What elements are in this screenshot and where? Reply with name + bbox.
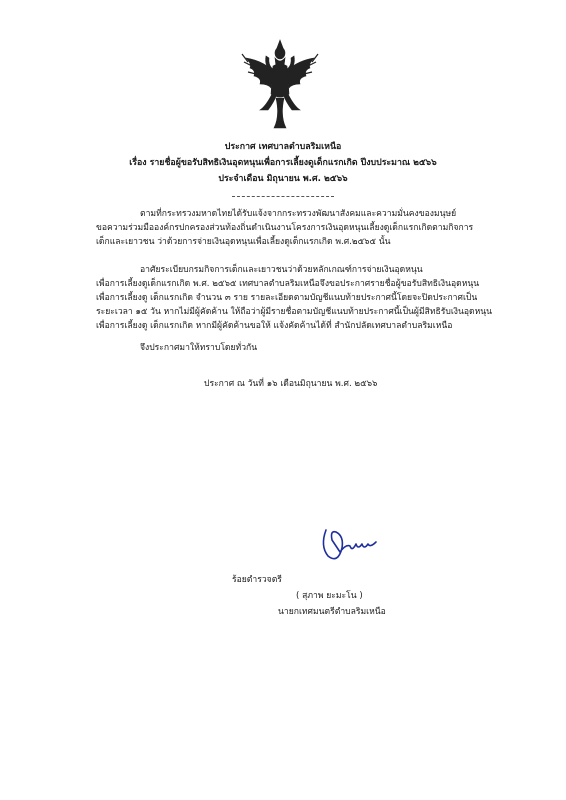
signer-name: ( สุภาพ ยะมะโน ) [296,591,363,601]
paragraph2-line4: ระยะเวลา ๑๕ วัน หากไม่มีผู้คัดค้าน ให้ถือว่าผู้มีรายชื่อตามบัญชีแนบท้ายประกาศนี้เป็นผู้มีสิทธิรับเงินอุดหนุน [96,307,493,317]
paragraph2-line5: เพื่อการเลี้ยงดู เด็กแรกเกิด หากมีผู้คัดค้านขอให้ แจ้งคัดค้านได้ที่ สำนักปลัดเทศบาลตำบลริมเหนือ [96,321,453,331]
signature-icon [318,522,380,566]
announcement-month: ประจำเดือน มิถุนายน พ.ศ. ๒๕๖๖ [218,174,348,184]
garuda-emblem-icon [238,36,322,132]
paragraph2-line1: อาศัยระเบียบกรมกิจการเด็กและเยาวชนว่าด้วยหลักเกณฑ์การจ่ายเงินอุดหนุน [140,265,423,275]
announcement-date: ประกาศ ณ วันที่ ๑๖ เดือนมิถุนายน พ.ศ. ๒๕๖๖ [204,379,378,389]
title-divider [232,196,334,197]
paragraph1-line3: เด็กและเยาวชน ว่าด้วยการจ่ายเงินอุดหนุนเพื่อเลี้ยงดูเด็กแรกเกิด พ.ศ.๒๕๖๕ นั้น [96,237,391,247]
announcement-title-line1: ประกาศ เทศบาลตำบลริมเหนือ [224,142,342,152]
closing-statement: จึงประกาศมาให้ทราบโดยทั่วกัน [140,343,258,353]
signer-rank: ร้อยตำรวจตรี [232,575,282,585]
paragraph1-line2: ขอความร่วมมือองค์กรปกครองส่วนท้องถิ่นดำเนินงานโครงการเงินอุดหนุนเลี้ยงดูเด็กแรกเกิดตามกิจการ [96,223,474,233]
signer-position: นายกเทศมนตรีตำบลริมเหนือ [278,607,386,617]
paragraph1-line1: ตามที่กระทรวงมหาดไทยได้รับแจ้งจากกระทรวงพัฒนาสังคมและความมั่นคงของมนุษย์ [140,209,457,219]
paragraph2-line2: เพื่อการเลี้ยงดูเด็กแรกเกิด พ.ศ. ๒๕๖๕ เทศบาลตำบลริมเหนือจึงขอประกาศรายชื่อผู้ขอรับสิทธิเงินอุดหนุน [96,279,480,289]
announcement-subject: เรื่อง รายชื่อผู้ขอรับสิทธิเงินอุดหนุนเพื่อการเลี้ยงดูเด็กแรกเกิด ปีงบประมาณ ๒๕๖๖ [129,158,437,168]
paragraph2-line3: เพื่อการเลี้ยงดู เด็กแรกเกิด จำนวน ๓ ราย รายละเอียดตามบัญชีแนบท้ายประกาศนี้โดยจะปิดประกาศเป็น [96,293,478,303]
